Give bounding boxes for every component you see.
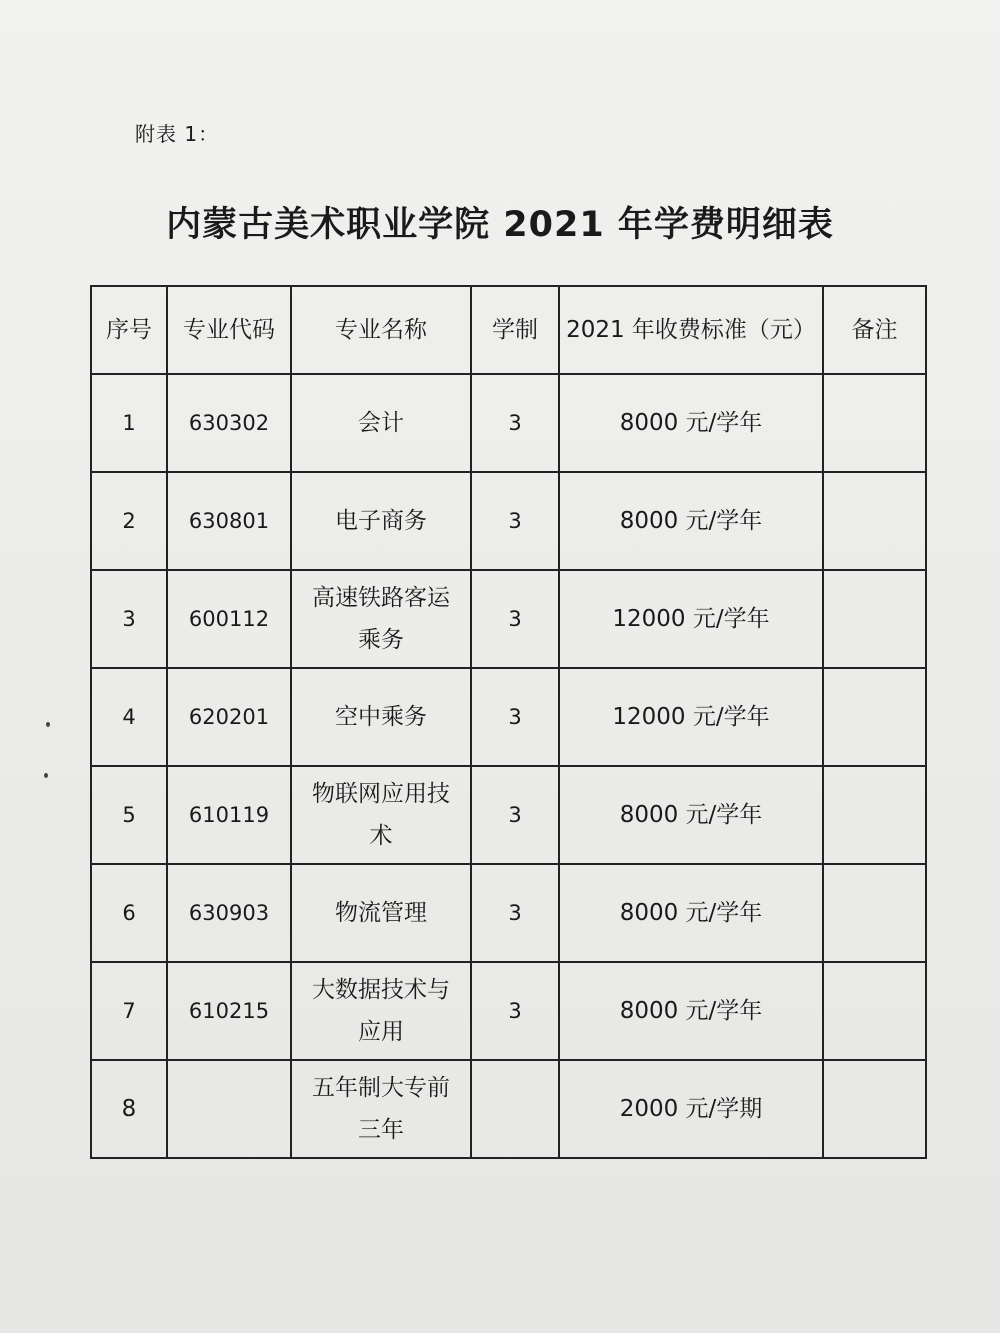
cell-name: 电子商务 — [291, 472, 471, 570]
cell-fee: 8000 元/学年 — [559, 374, 823, 472]
header-fee-standard: 2021 年收费标准（元） — [559, 286, 823, 374]
table-row — [91, 374, 926, 472]
header-major-code: 专业代码 — [167, 286, 291, 374]
cell-note — [823, 864, 926, 962]
cell-seq: 6 — [91, 864, 167, 962]
cell-years: 3 — [471, 570, 559, 668]
cell-seq: 4 — [91, 668, 167, 766]
paper-speck — [44, 773, 48, 778]
cell-code: 620201 — [167, 668, 291, 766]
cell-seq: 2 — [91, 472, 167, 570]
cell-seq: 3 — [91, 570, 167, 668]
cell-note — [823, 1060, 926, 1158]
cell-code: 630903 — [167, 864, 291, 962]
cell-seq: 8 — [91, 1060, 167, 1158]
cell-note — [823, 472, 926, 570]
table-header-row — [91, 286, 926, 374]
cell-fee: 2000 元/学期 — [559, 1060, 823, 1158]
cell-code — [167, 1060, 291, 1158]
cell-seq: 1 — [91, 374, 167, 472]
paper-speck — [46, 722, 50, 727]
header-duration: 学制 — [471, 286, 559, 374]
cell-fee: 8000 元/学年 — [559, 766, 823, 864]
cell-years — [471, 1060, 559, 1158]
cell-name: 物联网应用技术 — [291, 766, 471, 864]
cell-name: 物流管理 — [291, 864, 471, 962]
cell-fee: 8000 元/学年 — [559, 472, 823, 570]
cell-fee: 12000 元/学年 — [559, 570, 823, 668]
header-major-name: 专业名称 — [291, 286, 471, 374]
cell-code: 630801 — [167, 472, 291, 570]
cell-note — [823, 374, 926, 472]
cell-fee: 8000 元/学年 — [559, 864, 823, 962]
cell-years: 3 — [471, 668, 559, 766]
document-title: 内蒙古美术职业学院 2021 年学费明细表 — [166, 205, 834, 245]
cell-note — [823, 962, 926, 1060]
cell-years: 3 — [471, 374, 559, 472]
cell-note — [823, 668, 926, 766]
attachment-label: 附表 1： — [135, 122, 220, 146]
cell-name: 空中乘务 — [291, 668, 471, 766]
cell-name: 会计 — [291, 374, 471, 472]
cell-note — [823, 766, 926, 864]
cell-code: 600112 — [167, 570, 291, 668]
table-row — [91, 668, 926, 766]
cell-code: 610215 — [167, 962, 291, 1060]
cell-note — [823, 570, 926, 668]
cell-name: 大数据技术与应用 — [291, 962, 471, 1060]
table-row — [91, 472, 926, 570]
table-row — [91, 1060, 926, 1158]
cell-fee: 8000 元/学年 — [559, 962, 823, 1060]
cell-fee: 12000 元/学年 — [559, 668, 823, 766]
table-row — [91, 766, 926, 864]
header-remarks: 备注 — [823, 286, 926, 374]
cell-name: 五年制大专前三年 — [291, 1060, 471, 1158]
tuition-fee-table — [90, 285, 927, 1159]
cell-code: 630302 — [167, 374, 291, 472]
cell-years: 3 — [471, 864, 559, 962]
cell-years: 3 — [471, 766, 559, 864]
cell-seq: 7 — [91, 962, 167, 1060]
cell-name: 高速铁路客运乘务 — [291, 570, 471, 668]
header-seq: 序号 — [91, 286, 167, 374]
cell-years: 3 — [471, 962, 559, 1060]
table-row — [91, 864, 926, 962]
table-row — [91, 962, 926, 1060]
table-row — [91, 570, 926, 668]
cell-code: 610119 — [167, 766, 291, 864]
cell-seq: 5 — [91, 766, 167, 864]
cell-years: 3 — [471, 472, 559, 570]
